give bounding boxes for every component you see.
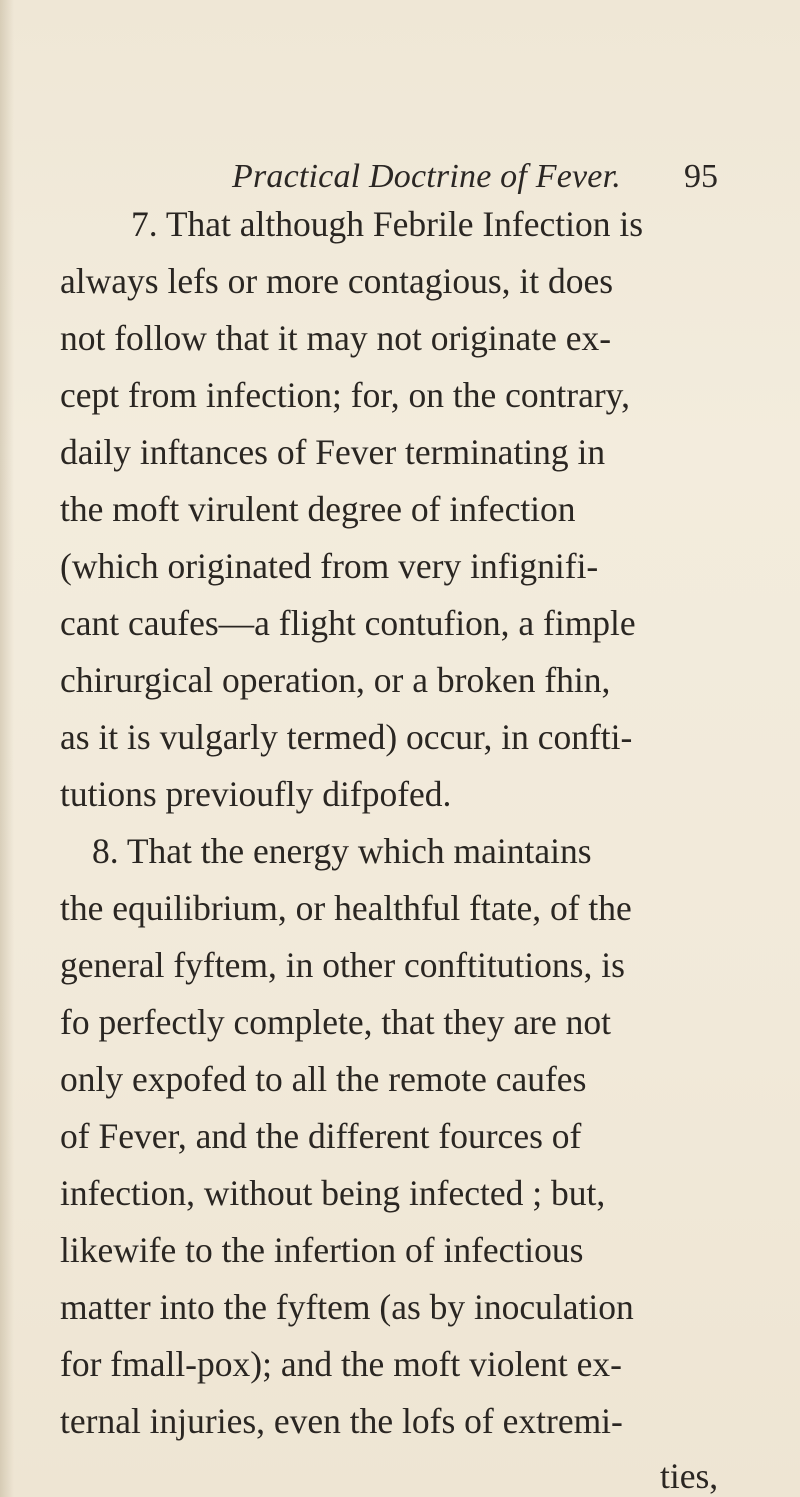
text-line: tutions previoufly difpofed. <box>60 774 452 814</box>
text-line: not follow that it may not originate ex- <box>60 318 612 358</box>
text-line: the moft virulent degree of infection <box>60 489 576 529</box>
text-line: daily inftances of Fever terminating in <box>60 432 606 472</box>
text-line: 7. That although Febrile Infection is <box>131 204 644 244</box>
text-line: cept from infection; for, on the contrary, <box>60 375 630 415</box>
text-line: always lefs or more contagious, it does <box>60 261 614 301</box>
text-line: (which originated from very infignifi- <box>60 546 599 586</box>
text-line: general fyftem, in other conftitutions, is <box>60 945 625 985</box>
text-line: 8. That the energy which maintains <box>92 831 592 871</box>
text-line: matter into the fyftem (as by inoculation <box>60 1287 634 1327</box>
running-title: Practical Doctrine of Fever. <box>232 158 621 195</box>
text-line: for fmall-pox); and the moft violent ex- <box>60 1344 622 1384</box>
text-line: cant caufes—a flight contufion, a fimple <box>60 603 636 643</box>
text-line: likewife to the infertion of infectious <box>60 1230 584 1270</box>
text-line: infection, without being infected ; but, <box>60 1173 606 1213</box>
text-line: fo perfectly complete, that they are not <box>60 1002 611 1042</box>
text-line: ternal injuries, even the lofs of extremi- <box>60 1401 623 1441</box>
text-line: of Fever, and the different fources of <box>60 1116 582 1156</box>
text-line: ties, <box>660 1456 719 1496</box>
text-line: only expofed to all the remote caufes <box>60 1059 587 1099</box>
text-line: the equilibrium, or healthful ftate, of the <box>60 888 632 928</box>
page-number: 95 <box>684 158 718 195</box>
text-line: chirurgical operation, or a broken fhin, <box>60 660 611 700</box>
text-line: as it is vulgarly termed) occur, in confti- <box>60 717 633 757</box>
